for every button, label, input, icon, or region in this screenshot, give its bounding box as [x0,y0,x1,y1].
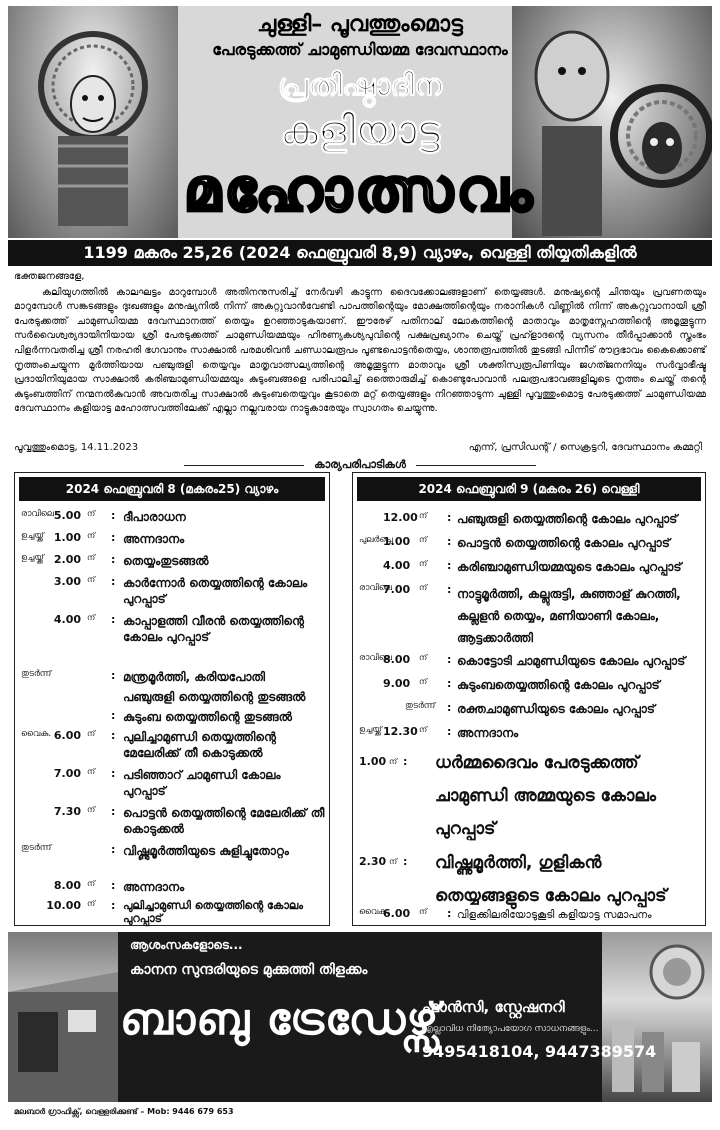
sponsor-advertisement [8,932,712,1102]
time-prefix: ഉച്ചയ്ക്ക് [359,725,382,735]
time-suffix: ന് [419,653,428,662]
colon: : [447,653,452,666]
time: 1.00 [383,535,411,548]
event: നാട്ടുമൂർത്തി, കല്ലുരുട്ടി, കുഞ്ഞാള് കുറത്തി, കല്ലളൻ തെയ്യം, മണിയാണി കോലം, ആട്ടക്കാർത്തി [457,587,681,645]
heading-rule-right [416,465,536,466]
time-suffix: ന് [87,613,96,622]
time: 7.30 [53,805,81,818]
event: കാപ്പാളത്തി വീരൻ തെയ്യത്തിന്റെ കോലം പുറപ്പാട് [123,614,304,644]
time: 1.00 [359,755,387,768]
event: അന്നദാനം [123,880,185,894]
time-suffix: ന് [419,583,428,592]
event: പുലിച്ചാമുണ്ഡി തെയ്യത്തിന്റെ കോലം പുറപ്പാട് [123,899,303,925]
colon: : [447,511,452,524]
event: വിഷ്ണുമൂർത്തി, ഗുളികൻ തെയ്യങ്ങളുടെ കോലം പുറപ്പാട് [435,853,667,906]
shop-phone: 9495418104, 9447389574 [422,1042,657,1061]
time-suffix: ന് [87,899,96,908]
event: പൊട്ടൻ തെയ്യത്തിന്റെ കോലം പുറപ്പാട് [457,536,670,550]
time: 12.00 [383,511,418,524]
time-prefix: രാവിലെ [359,583,393,593]
time: 10.00 [46,899,81,912]
programme-heading-wrap [0,458,720,472]
title-mahotsavam: മഹോത്സവം [184,156,536,224]
event: അന്നദാനം [457,726,519,740]
place-date: പൂവ്വത്തുംമൊട്ട, 14.11.2023 [14,442,139,453]
time-prefix: വൈകു. [359,907,390,917]
shop-name: ബാബു ട്രേഡേഴ്സ് [120,994,440,1045]
time-prefix: പുലർച്ചെ [359,535,393,545]
event: പഞ്ചുരുളി തെയ്യത്തിന്റെ തുടങ്ങൽ [123,690,306,704]
event: കാർന്നോർ തെയ്യത്തിന്റെ കോലം പുറപ്പാട് [123,576,308,606]
title-pratishtha: പ്രതിഷ്ഠാദിന [278,68,442,103]
time: 8.00 [383,653,411,666]
products-illustration [602,932,712,1102]
time-suffix: ന് [419,725,428,734]
event: വിഷ്ണുമൂർത്തിയുടെ കുളിച്ചുതോറ്റം [123,844,289,858]
day2-heading: 2024 ഫെബ്രുവരി 9 (മകരം 26) വെള്ളി [357,477,701,501]
colon: : [447,583,452,596]
shop-photo [8,932,118,1102]
time-prefix: തുടർന്ന് [21,843,52,853]
header-banner [8,6,712,238]
colon: : [111,767,116,780]
time-suffix: ന് [87,531,96,540]
time: 4.00 [383,559,411,572]
shop-goods: എല്ലാവിധ നിത്യോപയോഗ സാധനങ്ങളും... [422,1024,599,1034]
title-kaliyatta: കളിയാട്ട [280,108,440,154]
day1-programme [14,472,330,926]
shopfront-illustration [8,932,118,1102]
time: 2.30 [359,855,387,868]
time-suffix: ന് [389,757,398,766]
time: 7.00 [383,583,411,596]
colon: : [111,709,116,722]
intro-section [14,270,706,417]
event: ധർമ്മദൈവം പേരടുക്കത്ത് ചാമുണ്ഡി അമ്മയുടെ കോലം പുറപ്പാട് [435,753,657,839]
colon: : [447,725,452,738]
event: വിളക്കിലരിയോടുകൂടി കളിയാട്ട സമാപനം [457,909,652,921]
colon: : [447,559,452,572]
event: അന്നദാനം [123,532,185,546]
time: 8.00 [53,879,81,892]
time-prefix: ഉച്ചയ്ക്ക് [21,553,44,563]
shop-type: ഫാൻസി, സ്റ്റേഷനറി [422,998,565,1016]
time-prefix: തുടർന്ന് [405,701,436,711]
time-suffix: ന് [87,805,96,814]
colon: : [111,613,116,626]
event: പുലിച്ചാമുണ്ഡി തെയ്യത്തിന്റെ മേലേരിക്ക് തീ കൊടുക്കൽ [123,730,276,760]
time-suffix: ന് [419,677,428,686]
event: തെയ്യംതുടങ്ങൽ [123,554,209,568]
time: 12.30 [383,725,418,738]
day2-programme [352,472,706,926]
time: 1.00 [53,531,81,544]
colon: : [447,535,452,548]
time-suffix: ന് [87,509,96,518]
time: 9.00 [383,677,411,690]
greeting: ഭക്തജനങ്ങളേ, [14,271,85,282]
colon: : [111,669,116,682]
colon: : [447,907,452,920]
products-photo [602,932,712,1102]
programme-heading: കാര്യപരിപാടികൾ [314,458,406,471]
time: 3.00 [53,575,81,588]
time-suffix: ന് [419,535,428,544]
colon: : [111,805,116,818]
time-suffix: ന് [419,559,428,568]
event: പഞ്ചുരുളി തെയ്യത്തിന്റെ കോലം പുറപ്പാട് [457,512,678,526]
title-temple: പേരടുക്കത്ത് ചാമുണ്ഡിയമ്മ ദേവസ്ഥാനം [212,40,508,59]
time-prefix: രാവിലെ [359,653,393,663]
time: 5.00 [53,509,81,522]
time-suffix: ന് [87,879,96,888]
time-suffix: ന് [419,907,428,916]
colon: : [111,729,116,742]
time-prefix: ഉച്ചയ്ക്ക് [21,531,44,541]
ad-greeting: ആശംസകളോടെ... [130,938,243,952]
colon: : [403,755,408,768]
colon: : [111,531,116,544]
time: 2.00 [53,553,81,566]
colon: : [111,509,116,522]
time-suffix: ന് [419,511,428,520]
event: കുടുംബതെയ്യത്തിന്റെ കോലം പുറപ്പാട് [457,678,660,692]
time: 4.00 [53,613,81,626]
time-prefix: രാവിലെ [21,509,55,519]
ad-tagline: കാനന സുന്ദരിയുടെ മുക്കുത്തി തിളക്കം [130,962,368,978]
printer-credit: മലബാർ ഗ്രാഫിക്സ്, വെള്ളരിക്കുണ്ട് – Mob: 9446 679 653 [14,1107,234,1116]
heading-rule-left [184,465,304,466]
colon: : [111,575,116,588]
colon: : [111,553,116,566]
title-place: ചുള്ളി– പൂവത്തുംമൊട്ട [257,12,463,37]
time-prefix: വൈകു. [21,729,52,739]
colon: : [403,855,408,868]
festival-date-band: 1199 മകരം 25,26 (2024 ഫെബ്രുവരി 8,9) വ്യാഴം, വെള്ളി തിയ്യതികളിൽ [8,240,712,266]
time-suffix: ന് [87,767,96,776]
time: 6.00 [383,907,411,920]
time-prefix: തുടർന്ന് [21,669,52,679]
colon: : [111,879,116,892]
event: കരിഞ്ചാമുണ്ഡിയമ്മയുടെ കോലം പുറപ്പാട് [457,560,682,574]
committee-signature: എന്ന്, പ്രസിഡന്റ് / സെക്രട്ടറി, ദേവസ്ഥാനം കമ്മറ്റി [468,442,702,453]
time-suffix: ന് [389,857,398,866]
day1-heading: 2024 ഫെബ്രുവരി 8 (മകരം25) വ്യാഴം [19,477,325,501]
time: 7.00 [53,767,81,780]
event: കൊട്ടോടി ചാമുണ്ഡിയുടെ കോലം പുറപ്പാട് [457,654,686,668]
event: പൊട്ടൻ തെയ്യത്തിന്റെ മേലേരിക്ക് തീ കൊടുക്കൽ [123,806,325,836]
event: മന്ത്രമൂർത്തി, കരിയപോതി [123,670,265,684]
colon: : [111,899,116,912]
event: രക്തചാമുണ്ഡിയുടെ കോലം പുറപ്പാട് [457,702,655,716]
time-suffix: ന് [87,553,96,562]
time-suffix: ന് [87,729,96,738]
time-suffix: ന് [87,575,96,584]
colon: : [447,701,452,714]
colon: : [447,677,452,690]
intro-paragraph: കലിയുഗത്തിൽ കാലഘട്ടം മാറുമ്പോൾ അതിനനുസരിച്ച് നേർവഴി കാട്ടുന്ന ദൈവക്കോലങ്ങളാണ് തെയ്യങ്ങൾ. മനുഷ്യന്റെ ചിന്തയും പ്രവണതയും മാറുമ്പോൾ സങ്കടങ്ങളും ദുഃഖങ്ങളും മനുഷ്യനിൽ നിന്ന് അകറ്റുവാൻവേണ്ടി പാപത്തിന്റെയും മോക്ഷത്തിന്റെയും നരാനികൾ വിണ്ണിൽ നിന്ന് അകറ്റുവാനായി ശ്രീ പേരടുക്കത്ത് ചാമുണ്ഡിയമ്മ ദേവസ്ഥാനത്ത് തെയ്യം ഉറഞ്ഞാടുകയാണ്. ഈരേഴ് പതിനാല് ലോകത്തിന്റെ മാതാവും മാതൃസ്നേഹത്തിന്റെ അമൃതൂട്ടുന്ന സർവൈശ്വര്യദായിനിയായ ശ്രീ പേരടുക്കത്ത് ചാമുണ്ഡിയമ്മയും ഹിരണ്യകശ്യപുവിന്റെ പക്ഷപ്രഖ്യാനം ചെയ്ത് പ്രഹ്ളാദന്റെ വ്യസനം തീർപ്പാക്കാൻ സ്തംഭം പിളർന്നവതരിച്ച ശ്രീ നരഹരി ഭഗവാനും സാക്ഷാൽ പരമശിവൻ ചണ്ഡാലരൂപം പൂണ്ടപൊട്ടൻതെയ്യം, ശാന്തരൂപത്തിൽ തുടങ്ങി പിന്നീട് രൗദ്രഭാവം കൈക്കൊണ്ട് നൃത്തംചെയ്യുന്ന മൂർത്തിയായ പഞ്ചുരുളി തെയ്യവും മാതൃവാത്സല്യത്തിന്റെ അമൃതൂട്ടുന്ന മാതാവും ശ്രീ ശക്തിസ്വരൂപിണിയും ജഗത്ജനനിയും സർവ്വാഭീഷ്ട പ്രദായിനിയുമായ സാക്ഷാൽ കരിഞ്ചാമുണ്ഡിയമ്മയും കുടുംബങ്ങളെ പരിപാലിച്ച് ഒത്തൊരുമിച്ച് കൊണ്ടുപോവാൻ പലരൂപഭാവങ്ങളിലൂടെ നൃത്തം ചെയ്ത് തന്റെ കുടുംബത്തിന് നന്മനൽകുവാൻ അവതരിച്ച സാക്ഷാൽ കുടുംബതെയ്യവും കൂടാതെ മറ്റ് തെയ്യങ്ങളും നിറഞ്ഞാടുന്ന ചുള്ളി പൂവ്വത്തുംമൊട്ട പേരടുക്കത്ത് ചാമുണ്ഡിയമ്മ ദേവസ്ഥാനം കളിയാട്ട മഹോത്സവത്തിലേക്ക് എല്ലാ നല്ലവരായ നാട്ടുകാരേയും സ്വാഗതം ചെയ്യുന്നു. [14,286,706,415]
time: 6.00 [53,729,81,742]
event: ദീപാരാധന [123,510,186,524]
colon: : [111,843,116,856]
event: കുടുംബ തെയ്യത്തിന്റെ തുടങ്ങൽ [123,710,292,724]
event: പടിഞ്ഞാറ് ചാമുണ്ഡി കോലം പുറപ്പാട് [123,768,281,798]
